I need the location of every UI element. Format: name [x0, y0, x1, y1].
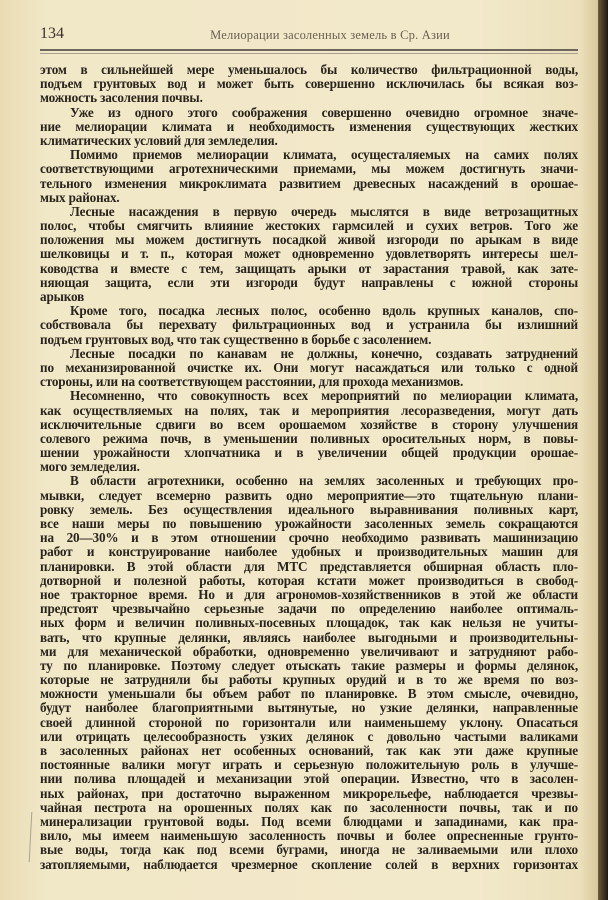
paragraph — [40, 106, 578, 149]
text-line: ровку земель. Без осуществления идеального выравнивания поливных карт, — [40, 502, 578, 517]
text-line: или отрицать целесообразность узких делянок с довольно частыми валиками — [40, 729, 578, 744]
text-line: можности уменьшали бы объем работ по планировке. В этом смысле, очевидно, — [40, 687, 578, 702]
running-title: Мелиорации засоленных земель в Ср. Азии — [210, 28, 450, 42]
text-line: полос, чтобы смягчить влияние жестоких гармсилей и сухих ветров. Того же — [40, 219, 578, 234]
text-line: чайная пестрота на орошенных полях как по засоленности почвы, так и по — [40, 800, 578, 815]
text-line: арыков — [40, 290, 85, 304]
text-line: можность засоления почвы. — [40, 91, 203, 106]
text-line: нии полива площадей и механизации этой операции. Известно, что в засолен- — [40, 772, 578, 787]
text-line: мого земледелия. — [40, 460, 140, 475]
paragraph — [40, 148, 578, 205]
text-line: няющая защита, если эти изгороди будут направлены с южной стороны — [40, 275, 578, 290]
text-line: вые воды, тогда как под всеми буграми, иногда не заливаемыми или плохо — [40, 843, 578, 858]
paragraph — [40, 205, 578, 304]
paragraph — [40, 304, 578, 347]
text-line: ное тракторное время. Но и для агрономов-хозяйственников в этой же области — [40, 587, 578, 602]
text-line: по механизированной очистке их. Они могут насаждаться или только с одной — [40, 360, 578, 375]
header-rule — [40, 49, 578, 51]
pencil-margin-mark — [29, 812, 33, 862]
text-line: в засоленных районах нет особенных оснований, так как эти даже крупные — [40, 744, 578, 758]
text-line: ководства и вместе с тем, защищать арыки от зарастания травой, как зате- — [40, 261, 578, 276]
text-line: ние мелиорации климата и необходимость изменения существующих жестких — [40, 119, 578, 134]
text-line: будут наиболее благоприятными вытянутые, но узкие делянки, направленные — [40, 701, 578, 716]
text-line: В области агротехники, особенно на землях засоленных и требующих про- — [70, 474, 578, 489]
text-line: Кроме того, посадка лесных полос, особенно вдоль крупных каналов, спо- — [70, 304, 578, 319]
text-line: предстоят чрезвычайно серьезные задачи по определению наиболее оптималь- — [40, 602, 578, 617]
text-line: дотворной и полезной работы, которая кстати может производиться в свобод- — [40, 573, 578, 588]
text-line: мых районах. — [40, 190, 120, 205]
text-line: подъем грунтовых вод и может быть совершенно исключилась бы всякая воз- — [40, 77, 578, 92]
text-line: на 20—30% и в этом отношении срочно необходимо развивать машинизацию — [40, 531, 578, 546]
text-line: ту по планировке. Поэтому следует отыскать такие размеры и формы делянок, — [40, 658, 578, 673]
text-line: Лесные посадки по канавам не должны, конечно, создавать затруднений — [70, 346, 578, 361]
text-line: мывки, следует всемерно развить одно мероприятие—это тщательную плани- — [40, 488, 578, 503]
text-line: постоянные валики могут играть и серьезную положительную роль в улучше- — [40, 758, 578, 773]
paragraph — [40, 63, 578, 106]
page-number: 134 — [40, 25, 64, 42]
text-line: затопляемыми, наблюдается чрезмерное скопление солей в верхних горизонтах — [40, 857, 578, 872]
text-line: планировки. В этой области для МТС представляется обширная область пло- — [40, 559, 578, 574]
text-line: солевого режима почв, в уменьшении поливных оросительных норм, в повы- — [40, 431, 578, 446]
text-line: минерализации грунтовой воды. Под всеми блюдцами и западинами, как пра- — [40, 814, 578, 829]
text-line: исключительные сдвиги во всем орошаемом хозяйстве в сторону улучшения — [40, 417, 578, 432]
text-line: как осуществляемых на полях, так и мероприятия лесоразведения, могут дать — [40, 403, 578, 418]
book-spine-edge — [598, 0, 608, 900]
text-line: этом в сильнейшей мере уменьшалось бы количество фильтрационной воды, — [40, 63, 578, 77]
paragraph — [40, 474, 578, 871]
text-line: все наши меры по повышению урожайности засоленных земель сокращаются — [40, 517, 578, 531]
text-line: вило, мы имеем наименьшую засоленность почвы и более опресненные грунто- — [40, 829, 578, 844]
text-line: собствовала бы перехвату фильтрационных вод и устранила бы излишний — [40, 318, 578, 333]
text-line: вать, что крупные делянки, являясь наиболее выгодными и производительны- — [40, 630, 578, 645]
paragraph — [40, 347, 578, 390]
text-line: шении урожайности хлопчатника и в увеличении общей продукции орошае- — [40, 446, 578, 461]
text-line: климатических условий для земледелия. — [40, 133, 278, 148]
paragraph — [40, 389, 578, 474]
text-line: соответствующими агротехническими приемами, мы можем достигнуть значи- — [40, 162, 578, 177]
text-line: Несомненно, что совокупность всех мероприятий по мелиорации климата, — [70, 389, 578, 404]
text-line: тельного изменения микроклимата развитием древесных насаждений в орошае- — [40, 176, 578, 191]
text-line: Помимо приемов мелиорации климата, осущесталяемых на самих полях — [70, 148, 578, 163]
text-line: положения мы можем достигнуть посадкой живой изгороди по арыкам в виде — [40, 233, 578, 248]
text-line: подъем грунтовых вод, что так существенно в борьбе с засолением. — [40, 332, 432, 347]
text-line: ных районах, при достаточно выраженном микрорельефе, наблюдается чрезвы- — [40, 786, 578, 801]
text-line: своей длинной стороной по горизонтали или наименьшему уклону. Опасаться — [40, 715, 578, 730]
text-line: которые не затрудняли бы работы крупных орудий и в то же время по воз- — [40, 673, 578, 688]
text-line: ми для механической обработки, одновременно увеличивают и затрудняют рабо- — [40, 644, 578, 659]
text-line: Лесные насаждения в первую очередь мыслятся в виде ветрозащитных — [70, 204, 578, 219]
page-body-text — [40, 63, 578, 872]
text-line: шелковицы и т. п., которая может одновременно удовлетворять интересы шел- — [40, 247, 578, 262]
text-line: Уже из одного этого соображения совершенно очевидно огромное значе- — [70, 105, 578, 120]
text-line: стороны, или на соответствующем расстоянии, для прохода механизмов. — [40, 375, 464, 390]
text-line: ных форм и величин поливных-посевных площадок, так как нельзя не учиты- — [40, 616, 578, 631]
text-line: работ и конструирование наиболее удобных и производительных машин для — [40, 545, 578, 560]
header-rule-thin — [40, 53, 578, 54]
